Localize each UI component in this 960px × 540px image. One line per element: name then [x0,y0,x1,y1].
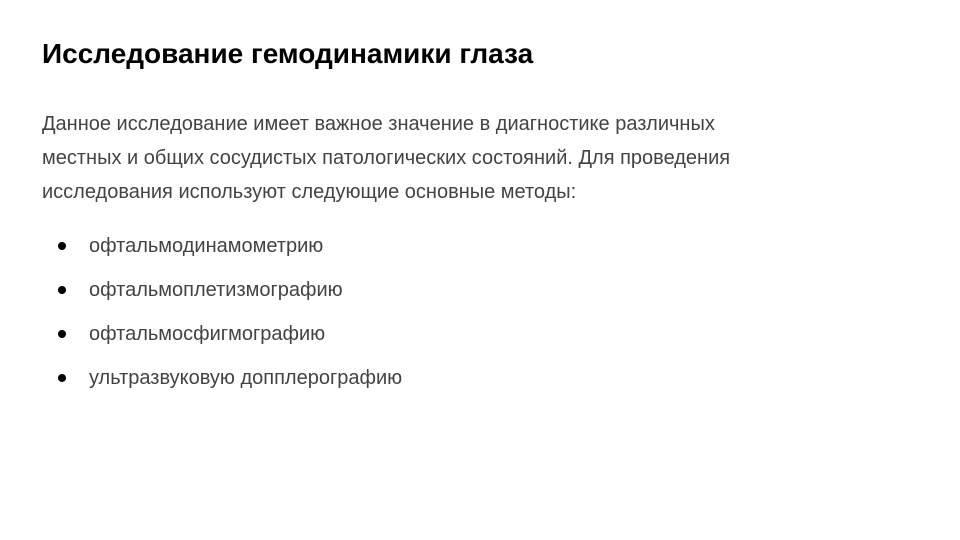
bullet-icon [58,242,66,250]
bullet-icon [58,330,66,338]
list-item-text: офтальмодинамометрию [89,235,324,257]
intro-line: исследования используют следующие основные методы: [42,181,577,203]
slide-title: Исследование гемодинамики глаза [42,38,534,69]
intro-line: местных и общих сосудистых патологических состояний. Для проведения [42,147,731,169]
intro-line: Данное исследование имеет важное значение в диагностике различных [42,113,715,135]
intro-paragraph [42,107,892,209]
list-item-text: офтальмосфигмографию [89,323,326,345]
list-item-text: офтальмоплетизмографию [89,279,343,301]
bullet-icon [58,374,66,382]
bullet-icon [58,286,66,294]
list-item-text: ультразвуковую допплерографию [89,367,403,389]
